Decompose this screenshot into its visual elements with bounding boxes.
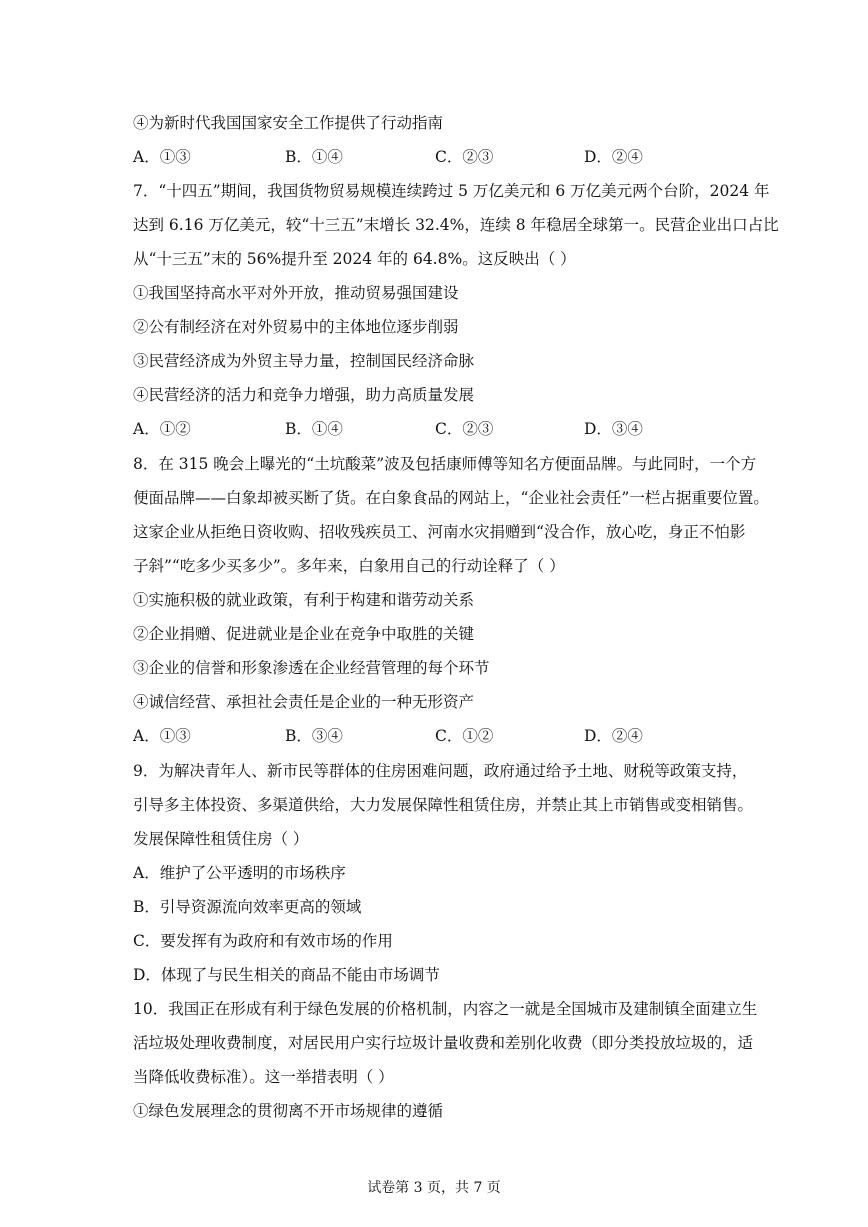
q7-stem-line-3: 从“十三五”末的 56%提升至 2024 年的 64.8%。这反映出（ ） (133, 250, 576, 268)
q8-statement-1: ①实施积极的就业政策，有利于构建和谐劳动关系 (133, 591, 475, 609)
q8-option-c: C．①② (435, 727, 494, 745)
q8-statement-2: ②企业捐赠、促进就业是企业在竞争中取胜的关键 (133, 625, 475, 643)
q9-stem-line-1: 9．为解决青年人、新市民等群体的住房困难问题，政府通过给予土地、财税等政策支持， (133, 762, 748, 780)
q7-statement-2: ②公有制经济在对外贸易中的主体地位逐步削弱 (133, 318, 459, 336)
q6-statement-4: ④为新时代我国国家安全工作提供了行动指南 (133, 114, 444, 132)
q9-choice-b: B．引导资源流向效率更高的领域 (133, 898, 362, 916)
q6-option-d: D．②④ (584, 148, 643, 166)
q9-choice-d: D．体现了与民生相关的商品不能由市场调节 (133, 966, 440, 984)
q10-stem-line-3: 当降低收费标准）。这一举措表明（ ） (133, 1068, 394, 1086)
q6-option-a: A．①③ (133, 148, 191, 166)
q8-stem-line-4: 子斜”“吃多少买多少”。多年来，白象用自己的行动诠释了（ ） (133, 557, 565, 575)
q8-stem-line-2: 便面品牌——白象却被买断了货。在白象食品的网站上，“企业社会责任”一栏占据重要位置。 (133, 489, 769, 507)
q9-stem-line-3: 发展保障性租赁住房（ ） (133, 830, 309, 848)
q8-stem-line-1: 8．在 315 晚会上曝光的“土坑酸菜”波及包括康师傅等知名方便面品牌。与此同时，一个方 (133, 455, 757, 473)
q7-statement-1: ①我国坚持高水平对外开放，推动贸易强国建设 (133, 284, 459, 302)
q10-statement-1: ①绿色发展理念的贯彻离不开市场规律的遵循 (133, 1102, 444, 1120)
q8-option-b: B．③④ (285, 727, 343, 745)
q8-option-a: A．①③ (133, 727, 191, 745)
q7-stem-line-2: 达到 6.16 万亿美元，较“十三五”末增长 32.4%，连续 8 年稳居全球第一。民营企业出口占比 (133, 216, 779, 234)
q10-stem-line-2: 活垃圾处理收费制度，对居民用户实行垃圾计量收费和差别化收费（即分类投放垃圾的，适 (133, 1034, 754, 1052)
q7-option-b: B．①④ (285, 420, 343, 438)
q7-statement-3: ③民营经济成为外贸主导力量，控制国民经济命脉 (133, 352, 475, 370)
q7-stem-line-1: 7．“十四五”期间，我国货物贸易规模连续跨过 5 万亿美元和 6 万亿美元两个台阶，2024 年 (133, 182, 770, 200)
q7-option-a: A．①② (133, 420, 191, 438)
page-footer: 试卷第 3 页，共 7 页 (367, 1180, 501, 1196)
q8-statement-4: ④诚信经营、承担社会责任是企业的一种无形资产 (133, 693, 475, 711)
q6-option-c: C．②③ (435, 148, 494, 166)
q9-stem-line-2: 引导多主体投资、多渠道供给，大力发展保障性租赁住房，并禁止其上市销售或变相销售。 (133, 796, 754, 814)
q8-option-d: D．②④ (584, 727, 643, 745)
q8-statement-3: ③企业的信誉和形象渗透在企业经营管理的每个环节 (133, 659, 490, 677)
q7-option-c: C．②③ (435, 420, 494, 438)
q6-option-b: B．①④ (285, 148, 343, 166)
q9-choice-a: A．维护了公平透明的市场秩序 (133, 864, 346, 882)
q8-stem-line-3: 这家企业从拒绝日资收购、招收残疾员工、河南水灾捐赠到“没合作，放心吃，身正不怕影 (133, 523, 746, 541)
q9-choice-c: C．要发挥有为政府和有效市场的作用 (133, 932, 393, 950)
q7-statement-4: ④民营经济的活力和竞争力增强，助力高质量发展 (133, 386, 475, 404)
q10-stem-line-1: 10．我国正在形成有利于绿色发展的价格机制，内容之一就是全国城市及建制镇全面建立生 (133, 1000, 758, 1018)
q7-option-d: D．③④ (584, 420, 643, 438)
